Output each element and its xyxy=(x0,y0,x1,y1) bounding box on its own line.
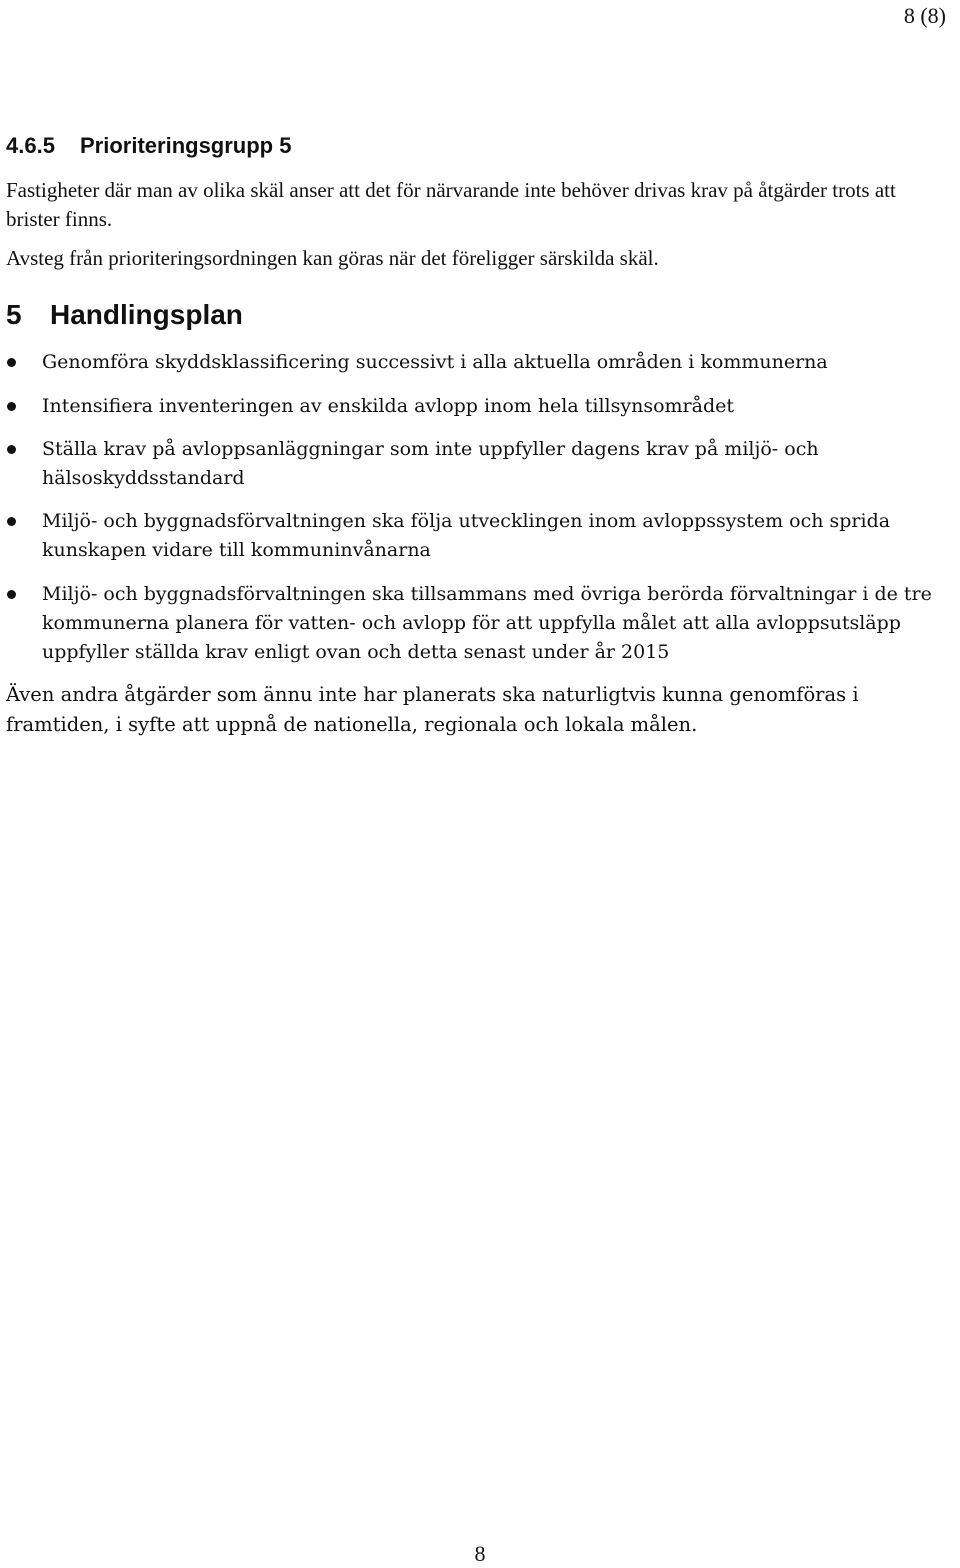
paragraph-avsteg: Avsteg från prioriteringsordningen kan göras när det föreligger särskilda skäl. xyxy=(6,246,659,270)
bullet-icon xyxy=(7,590,16,599)
section-heading-handlingsplan xyxy=(6,297,243,333)
list-item-text: Miljö- och byggnadsförvaltningen ska följa utvecklingen inom avloppssystem och sprida kunskapen vidare till kommuninvånarna xyxy=(42,510,891,561)
list-item xyxy=(0,580,950,667)
closing-paragraph: Även andra åtgärder som ännu inte har planerats ska naturligtvis kunna genomföras i framtiden, i syfte att uppnå de nationella, regionala och lokala målen. xyxy=(6,683,859,736)
list-item xyxy=(0,392,950,421)
list-item-text: Intensifiera inventeringen av enskilda avlopp inom hela tillsynsområdet xyxy=(42,395,734,417)
section-title: Handlingsplan xyxy=(50,299,243,330)
list-item-text: Miljö- och byggnadsförvaltningen ska tillsammans med övriga berörda förvaltningar i de tre kommunerna planera för vatten- och avlopp för att uppfylla målet att alla avloppsutsläpp uppfyller ställda krav enligt ovan och detta senast under år 2015 xyxy=(42,583,932,663)
page-indicator: 8 (8) xyxy=(903,3,946,28)
list-item-text: Genomföra skyddsklassificering successivt i alla aktuella områden i kommunerna xyxy=(42,351,828,373)
section-number: 5 xyxy=(6,299,22,330)
list-item xyxy=(0,348,950,377)
bullet-icon xyxy=(7,517,16,526)
list-item xyxy=(0,507,950,565)
section-number: 4.6.5 xyxy=(6,133,55,158)
list-item xyxy=(0,435,950,493)
bullet-icon xyxy=(7,402,16,411)
paragraph-fastigheter: Fastigheter där man av olika skäl anser att det för närvarande inte behöver drivas krav på åtgärder trots att brister finns. xyxy=(6,178,896,231)
bullet-icon xyxy=(7,358,16,367)
list-item-text: Ställa krav på avloppsanläggningar som inte uppfyller dagens krav på miljö- och hälsoskyddsstandard xyxy=(42,438,819,489)
section-heading-4-6-5 xyxy=(6,131,291,161)
bullet-icon xyxy=(7,445,16,454)
footer-page-number: 8 xyxy=(474,1541,486,1566)
section-title: Prioriteringsgrupp 5 xyxy=(80,133,292,158)
